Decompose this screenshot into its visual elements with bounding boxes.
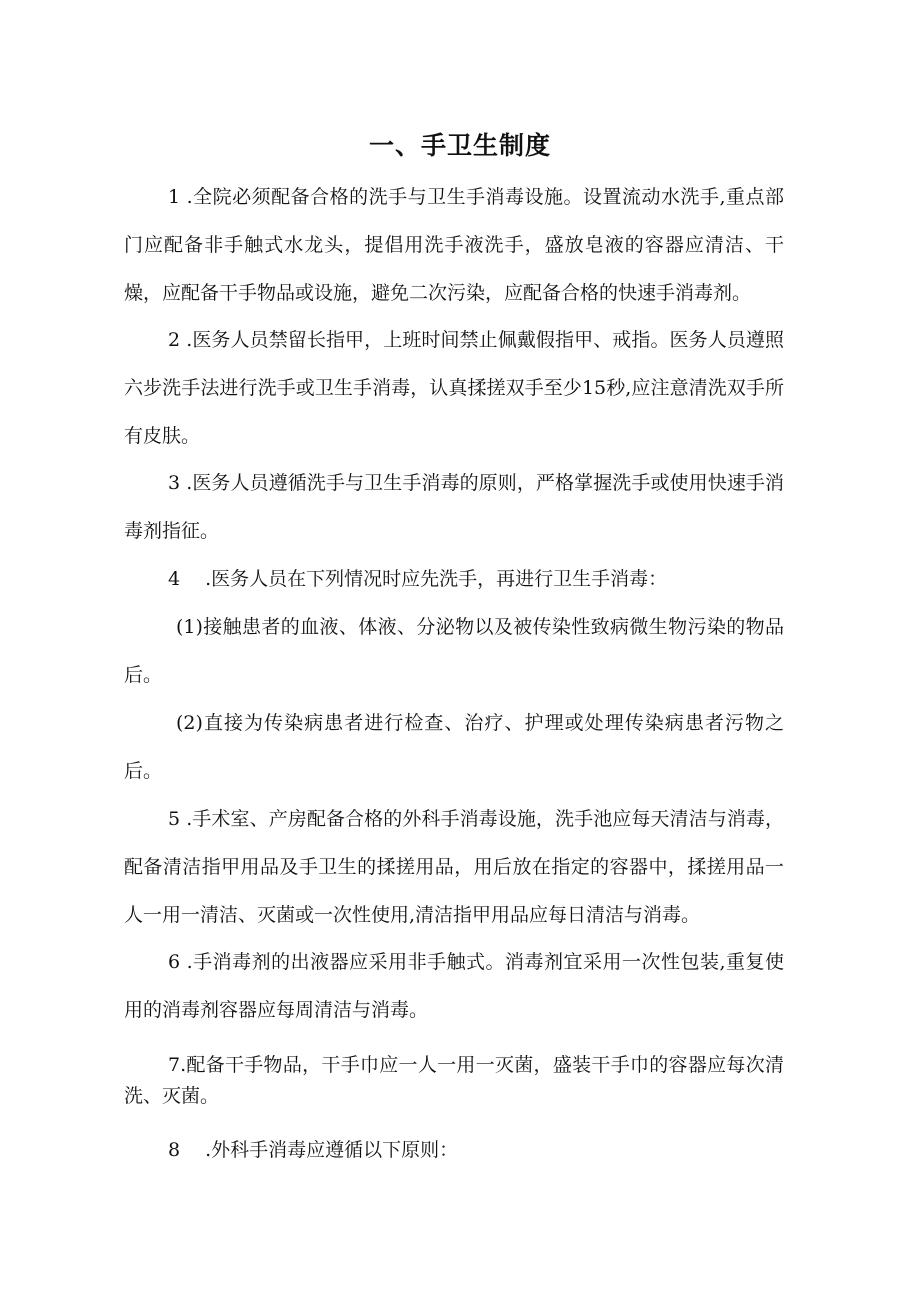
paragraph-4-item-2: (2)直接为传染病患者进行检查、治疗、护理或处理传染病患者污物之后。 (124, 712, 784, 782)
paragraph-7: 7.配备干手物品，干手巾应一人一用一灭菌，盛装干手巾的容器应每次清洗、灭菌。 (124, 1054, 784, 1107)
paragraph-1: 1 .全院必须配备合格的洗手与卫生手消毒设施。设置流动水洗手,重点部门应配备非手触式水龙头，提倡用洗手液洗手，盛放皂液的容器应清洁、干燥，应配备干手物品或设施，避免二次污染，应配备合格的快速手消毒剂。 (124, 186, 784, 304)
paragraph-2: 2 .医务人员禁留长指甲，上班时间禁止佩戴假指甲、戒指。医务人员遵照六步洗手法进行洗手或卫生手消毒，认真揉搓双手至少15秒,应注意清洗双手所有皮肤。 (124, 329, 784, 447)
paragraph-4: 4 .医务人员在下列情况时应先洗手，再进行卫生手消毒： (168, 568, 668, 590)
paragraph-3: 3 .医务人员遵循洗手与卫生手消毒的原则，严格掌握洗手或使用快速手消毒剂指征。 (124, 472, 784, 542)
paragraph-5: 5 .手术室、产房配备合格的外科手消毒设施，洗手池应每天清洁与消毒，配备清洁指甲用品及手卫生的揉搓用品，用后放在指定的容器中，揉搓用品一人一用一清洁、灭菌或一次性使用,清洁指甲用品应每日清洁与消毒。 (124, 808, 784, 926)
document-title: 一、手卫生制度 (368, 131, 551, 160)
paragraph-8: 8 .外科手消毒应遵循以下原则： (168, 1139, 459, 1161)
paragraph-6: 6 .手消毒剂的出液器应采用非手触式。消毒剂宜采用一次性包装,重复使用的消毒剂容器应每周清洁与消毒。 (124, 951, 784, 1021)
paragraph-4-item-1: (1)接触患者的血液、体液、分泌物以及被传染性致病微生物污染的物品后。 (124, 616, 784, 686)
